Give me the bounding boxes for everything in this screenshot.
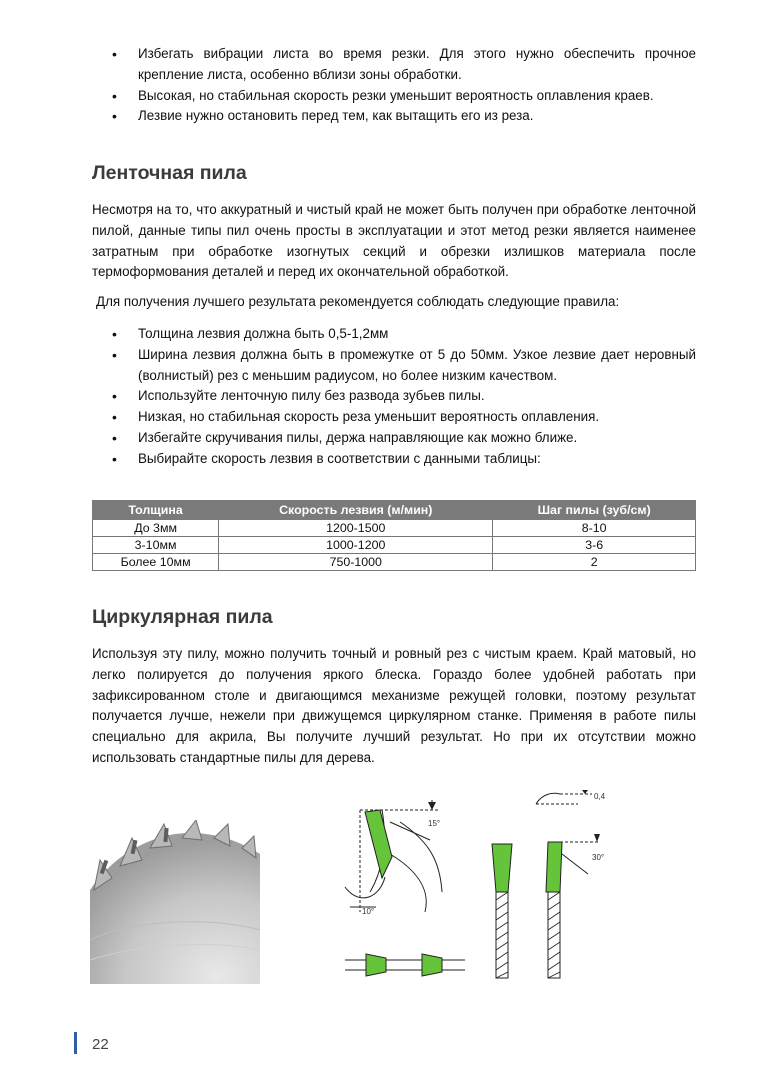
- angle-30-label: 30°: [592, 853, 605, 862]
- table-header-row: [93, 501, 696, 520]
- table-row: [93, 520, 696, 537]
- table-row: [93, 554, 696, 571]
- rules-intro: Для получения лучшего результата рекомендуется соблюдать следующие правила:: [96, 294, 620, 309]
- angle-15-label: 15°: [428, 819, 441, 828]
- circular-saw-paragraph: Используя эту пилу, можно получить точный и ровный рез с чистым краем. Край матовый, но легко полируется до получения яркого блеска. Гораздо более удобней работать при зафиксированном столе и двигающимся механизме режущей головки, поэтому результат получается лучше, нежели при движущемся циркулярном станке. Применяя в работе пилы специально для акрила, Вы получите лучший результат. Но при их отсутствии можно использовать стандартные пилы для дерева.: [92, 646, 696, 765]
- table-cell: 8-10: [493, 520, 696, 537]
- table-cell: 750-1000: [219, 554, 493, 571]
- table-cell: До 3мм: [93, 520, 219, 537]
- list-item: • Толщина лезвия должна быть 0,5-1,2мм: [92, 324, 696, 345]
- circular-saw-heading: Циркулярная пила: [92, 606, 273, 628]
- table-cell: 3-6: [493, 537, 696, 554]
- column-header-pitch: Шаг пилы (зуб/см): [493, 501, 696, 520]
- saw-blade-photo: [90, 820, 260, 984]
- list-item: • Выбирайте скорость лезвия в соответствии с данными таблицы:: [92, 449, 696, 470]
- list-item: • Низкая, но стабильная скорость реза уменьшит вероятность оплавления.: [92, 407, 696, 428]
- dim-04-label: 0,4: [594, 792, 606, 801]
- tooth-geometry-diagram: [330, 782, 630, 992]
- table-cell: 1200-1500: [219, 520, 493, 537]
- table-cell: 1000-1200: [219, 537, 493, 554]
- column-header-speed: Скорость лезвия (м/мин): [219, 501, 493, 520]
- page-number: 22: [92, 1036, 109, 1053]
- list-item: • Высокая, но стабильная скорость резки уменьшит вероятность оплавления краев.: [92, 86, 696, 107]
- table-row: [93, 537, 696, 554]
- tooth-profile-front: [492, 844, 512, 892]
- table-cell: 3-10мм: [93, 537, 219, 554]
- band-saw-heading: Ленточная пила: [92, 162, 247, 184]
- blade-speed-table: [92, 500, 696, 571]
- column-header-thickness: Толщина: [93, 501, 219, 520]
- list-item: • Лезвие нужно остановить перед тем, как вытащить его из реза.: [92, 106, 696, 127]
- band-saw-paragraph: Несмотря на то, что аккуратный и чистый край не может быть получен при обработке ленточной пилой, данные типы пил очень просты в эксплуатации и этот метод резки является наименее затратным при обработке изогнутых секций и обрезки излишков материала после термоформования деталей и перед их окончательной обработкой.: [92, 202, 696, 280]
- band-saw-rules-list: [92, 324, 696, 470]
- intro-bullet-list: [92, 44, 696, 127]
- footer-accent-bar: [74, 1032, 77, 1054]
- tooth-profile-bevel: [546, 842, 562, 892]
- list-item: • Избегайте скручивания пилы, держа направляющие как можно ближе.: [92, 428, 696, 449]
- list-item: • Ширина лезвия должна быть в промежутке от 5 до 50мм. Узкое лезвие дает неровный (волнистый) рез с меньшим радиусом, но более низким качеством.: [92, 345, 696, 387]
- list-item: • Избегать вибрации листа во время резки. Для этого нужно обеспечить прочное крепление листа, особенно вблизи зоны обработки.: [92, 44, 696, 86]
- table-cell: Более 10мм: [93, 554, 219, 571]
- tooth-profile-side: [365, 810, 392, 878]
- table-cell: 2: [493, 554, 696, 571]
- list-item: • Используйте ленточную пилу без развода зубьев пилы.: [92, 386, 696, 407]
- angle-10-label: 10°: [362, 907, 375, 916]
